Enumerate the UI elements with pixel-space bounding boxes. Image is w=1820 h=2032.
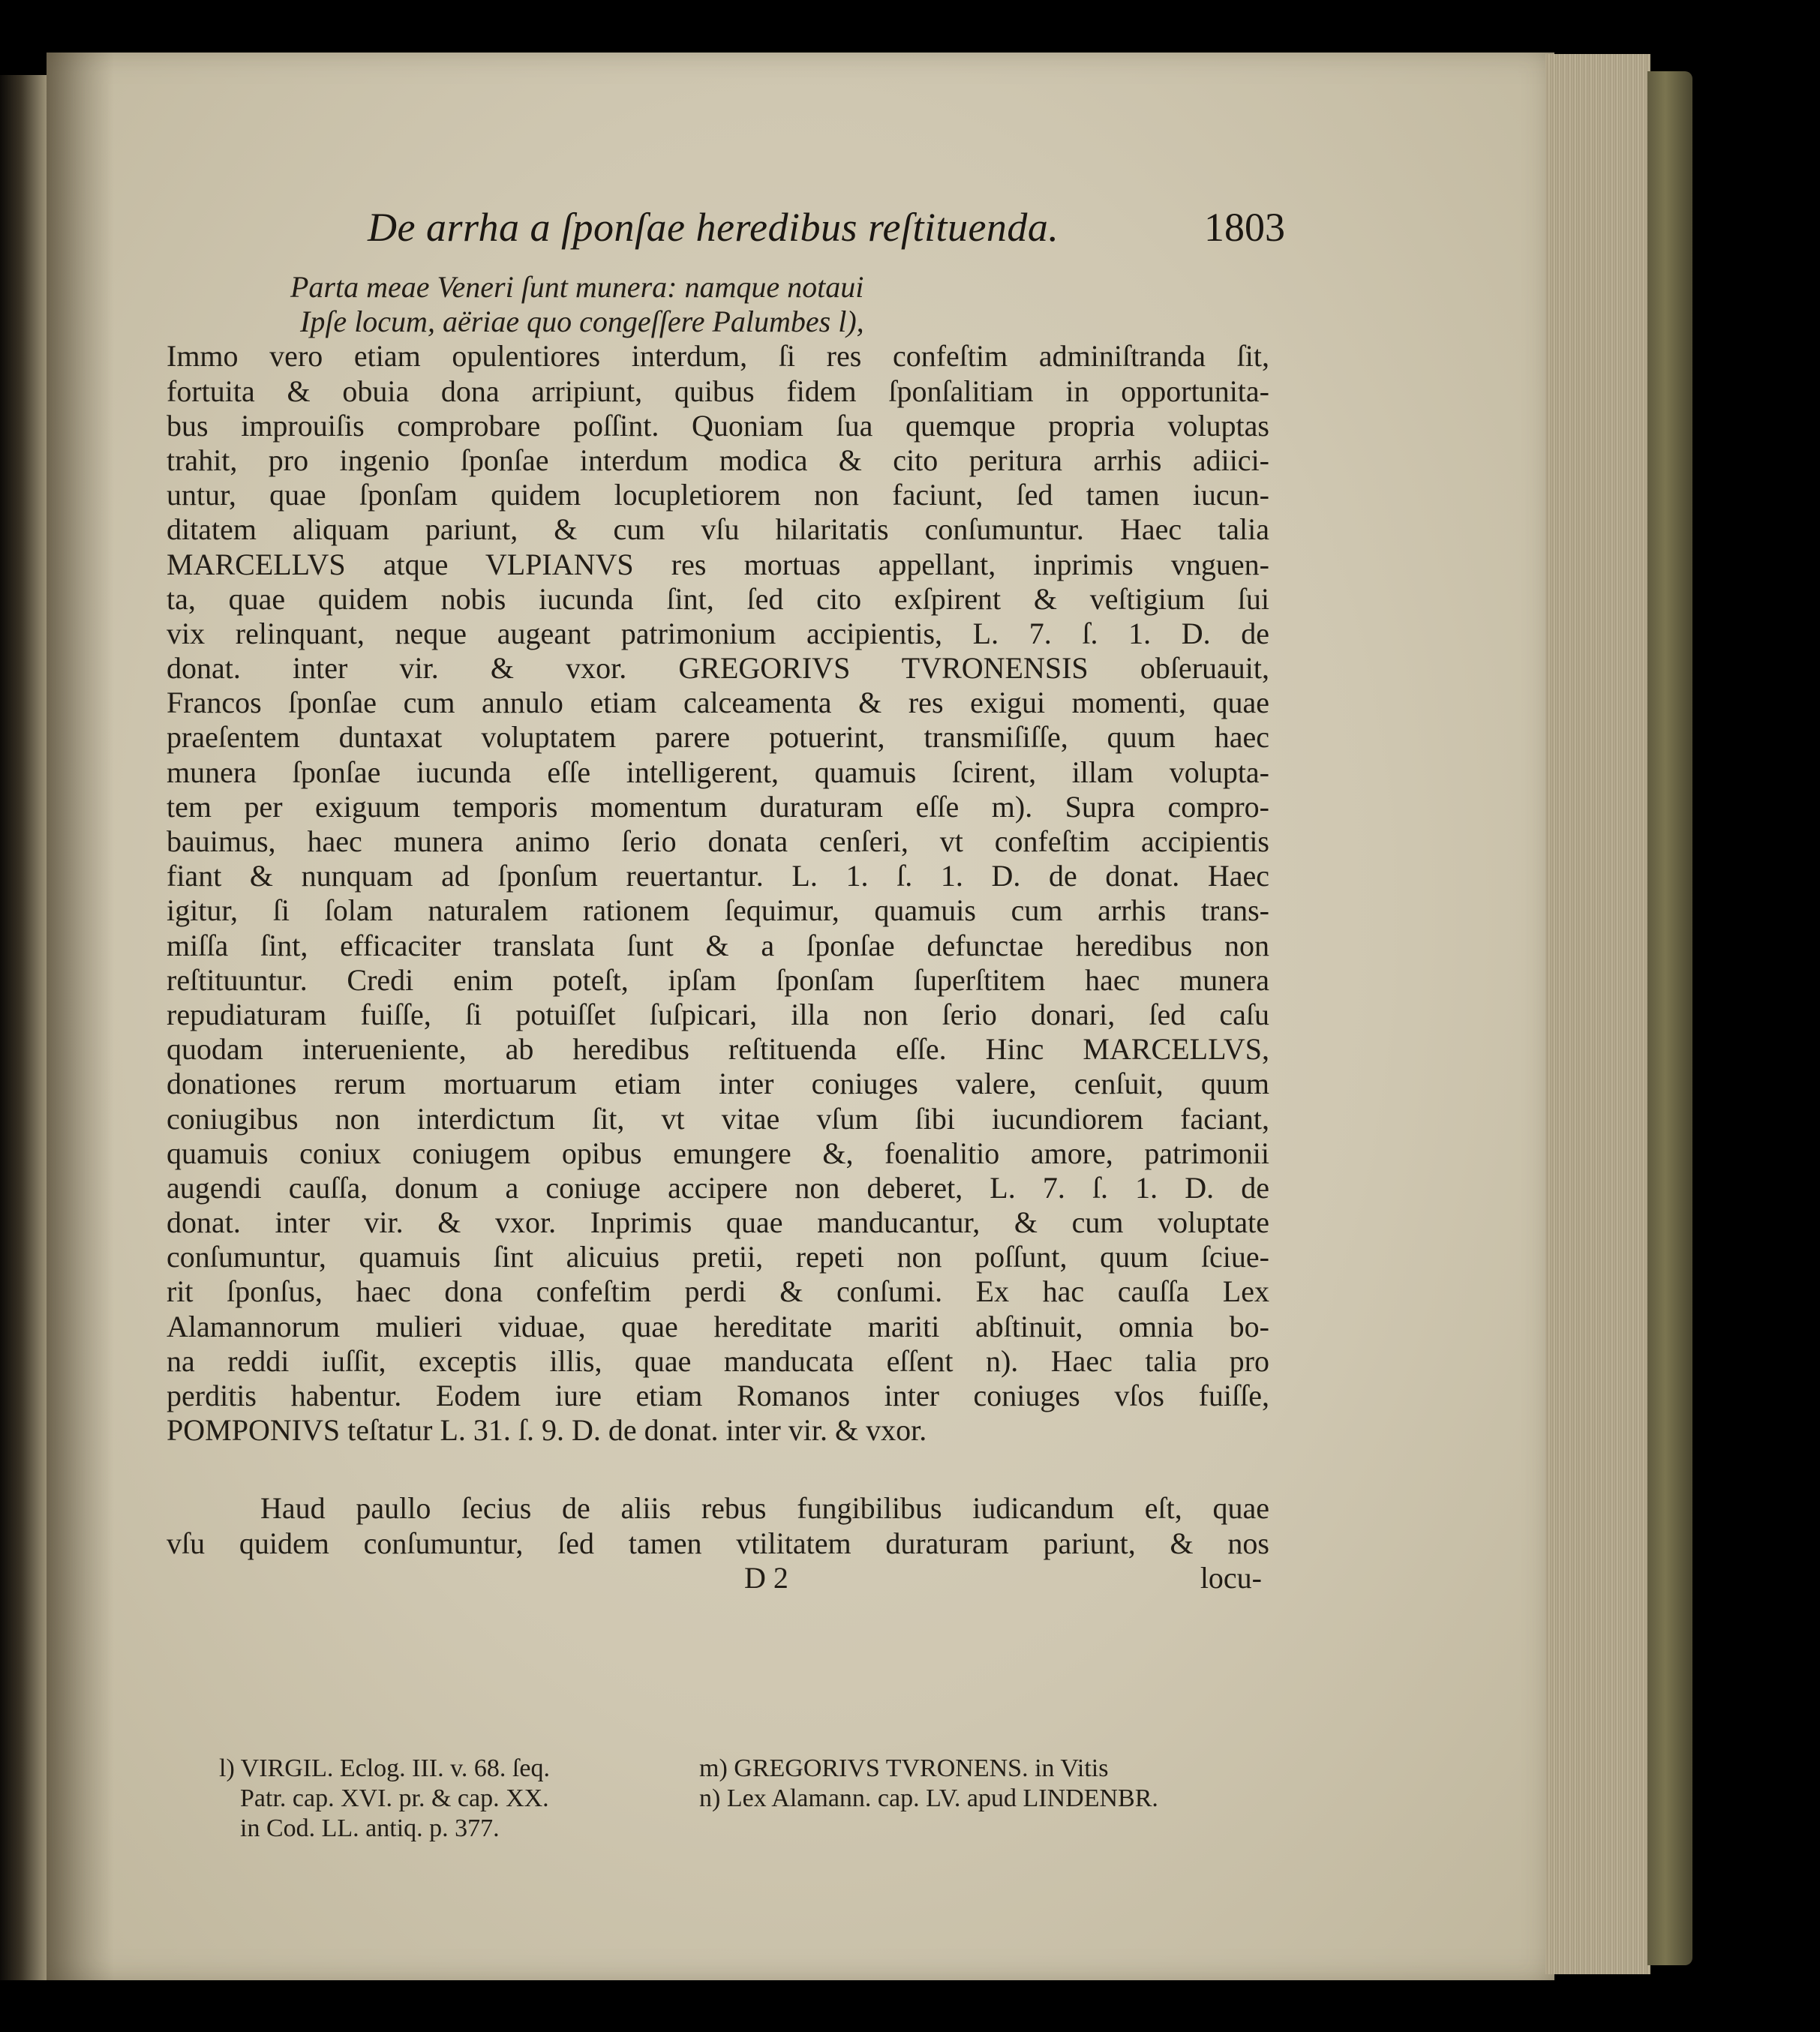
body-line: munera ſponſae iucunda eſſe intelligerent, quamuis ſcirent, illam volupta- [167,755,1269,789]
body-line: na reddi iuſſit, exceptis illis, quae manducata eſſent n). Haec talia pro [167,1343,1269,1378]
body-line: miſſa ſint, efficaciter translata ſunt & a ſponſae defunctae heredibus non [167,928,1269,962]
footnote-line: in Cod. LL. antiq. p. 377. [240,1814,500,1842]
body-line: ditatem aliquam pariunt, & cum vſu hilaritatis conſumuntur. Haec talia [167,512,1269,547]
body-line-last: POMPONIVS teſtatur L. 31. ſ. 9. D. de donat. inter vir. & vxor. [167,1413,927,1448]
verse-line: Ipſe locum, aëriae quo congeſſere Palumbes l), [300,305,864,339]
body-line: repudiaturam fuiſſe, ſi potuiſſet ſuſpicari, illa non ſerio donari, ſed caſu [167,997,1269,1031]
body-line: quamuis coniux coniugem opibus emungere &, foenalitio amore, patrimonii [167,1136,1269,1170]
body-line: donat. inter vir. & vxor. GREGORIVS TVRONENSIS obſeruauit, [167,651,1269,686]
body-line: conſumuntur, quamuis ſint alicuius pretii, repeti non poſſunt, quum ſciue- [167,1240,1269,1274]
paragraph-line: Haud paullo ſecius de aliis rebus fungibilibus iudicandum eſt, quae [260,1491,1269,1526]
body-line: MARCELLVS atque VLPIANVS res mortuas appellant, inprimis vnguen- [167,547,1269,581]
body-line: trahit, pro ingenio ſponſae interdum modica & cito peritura arrhis adiici- [167,443,1269,477]
body-line: vix relinquant, neque augeant patrimonium accipientis, L. 7. ſ. 1. D. de [167,616,1269,650]
footnote-line: Patr. cap. XVI. pr. & cap. XX. [240,1784,549,1812]
body-line: Alamannorum mulieri viduae, quae hereditate mariti abſtinuit, omnia bo- [167,1309,1269,1343]
running-title: De arrha a ſponſae heredibus reſtituenda. [368,205,1059,250]
main-text [167,270,1269,1595]
catchword: locu- [1200,1560,1262,1595]
body-line: Francos ſponſae cum annulo etiam calceamenta & res exigui momenti, quae [167,686,1269,720]
footnotes-left-column [219,1754,669,1844]
body-line: tem per exiguum temporis momentum duraturam eſſe m). Supra compro- [167,789,1269,824]
footnotes-right-column [699,1754,1284,1814]
body-line: augendi cauſſa, donum a coniuge accipere non deberet, L. 7. ſ. 1. D. de [167,1170,1269,1205]
body-line: ta, quae quidem nobis iucunda ſint, ſed cito exſpirent & veſtigium ſui [167,581,1269,616]
page-number: 1803 [1204,205,1285,250]
body-line: perditis habentur. Eodem iure etiam Romanos inter coniuges vſos fuiſſe, [167,1379,1269,1412]
body-line: reſtituuntur. Credi enim poteſt, ipſam ſponſam ſuperſtitem haec munera [167,962,1269,997]
body-line: praeſentem duntaxat voluptatem parere potuerint, transmiſiſſe, quum haec [167,720,1269,755]
verse-line: Parta meae Veneri ſunt munera: namque notaui [290,270,864,304]
paragraph-line: vſu quidem conſumuntur, ſed tamen vtilitatem duraturam pariunt, & nos [167,1526,1269,1560]
body-line: coniugibus non interdictum ſit, vt vitae vſum ſibi iucundiorem faciant, [167,1101,1269,1136]
page-block-edge [1545,54,1650,1974]
page-gutter-shadow [47,53,114,1980]
body-line: fiant & nunquam ad ſponſum reuertantur. L. 1. ſ. 1. D. de donat. Haec [167,859,1269,893]
footnote-line: l) VIRGIL. Eclog. III. v. 68. ſeq. [219,1754,550,1782]
body-line: bus improuiſis comprobare poſſint. Quoniam ſua quemque propria voluptas [167,408,1269,443]
book-cover-edge [1647,71,1692,1965]
paragraph-break [167,1448,1269,1491]
facing-page-edge [0,75,47,1980]
body-line: untur, quae ſponſam quidem locupletiorem non faciunt, ſed tamen iucun- [167,478,1269,512]
footnote-line: m) GREGORIVS TVRONENS. in Vitis [699,1754,1109,1782]
body-line: igitur, ſi ſolam naturalem rationem ſequimur, quamuis cum arrhis trans- [167,893,1269,928]
page-header [368,204,1285,257]
body-line: bauimus, haec munera animo ſerio donata cenſeri, vt confeſtim accipientis [167,824,1269,858]
body-line: donationes rerum mortuarum etiam inter coniuges valere, cenſuit, quum [167,1067,1269,1101]
body-line: fortuita & obuia dona arripiunt, quibus fidem ſponſalitiam in opportunita- [167,374,1269,408]
footnote-line: n) Lex Alamann. cap. LV. apud LINDENBR. [699,1784,1158,1812]
signature-row [167,1561,1269,1595]
signature-mark: D 2 [744,1560,788,1595]
body-line: donat. inter vir. & vxor. Inprimis quae manducantur, & cum voluptate [167,1205,1269,1240]
body-line: quodam interueniente, ab heredibus reſtituenda eſſe. Hinc MARCELLVS, [167,1032,1269,1067]
body-line: rit ſponſus, haec dona confeſtim perdi & conſumi. Ex hac cauſſa Lex [167,1274,1269,1309]
body-line: Immo vero etiam opulentiores interdum, ſi res confeſtim adminiſtranda ſit, [167,339,1269,374]
